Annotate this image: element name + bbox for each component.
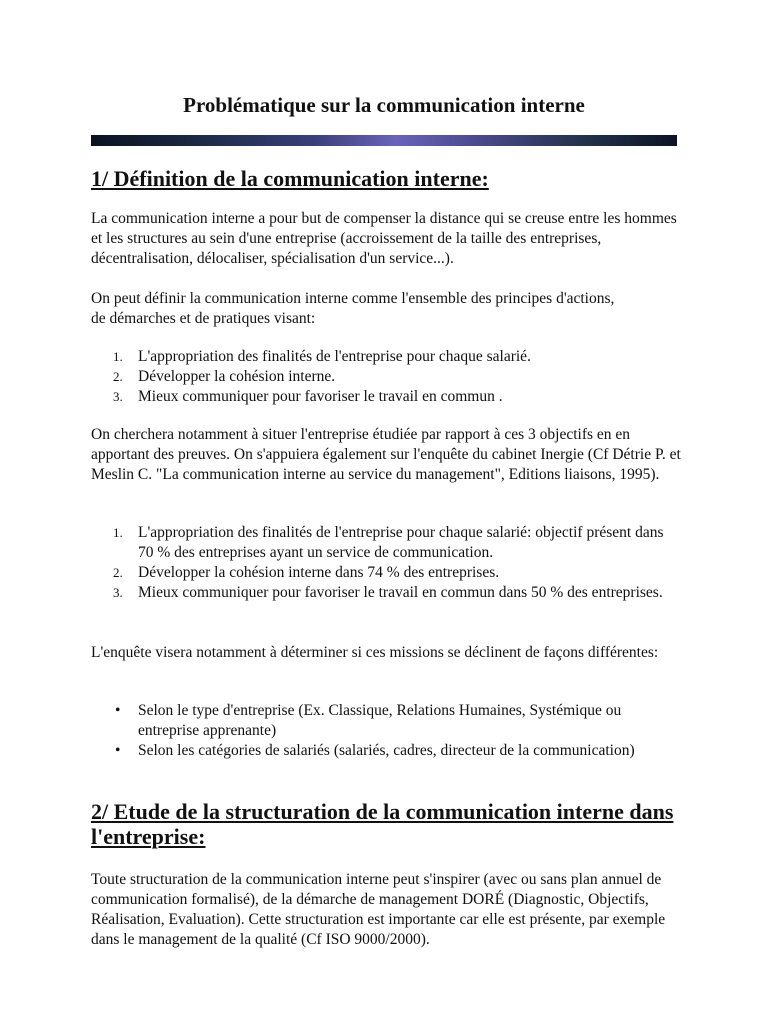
list-text: L'appropriation des finalités de l'entreprise pour chaque salarié: objectif présent dans 70 % des entreprises ayant un service de communication. bbox=[138, 524, 664, 561]
section2-para1: Toute structuration de la communication interne peut s'inspirer (avec ou sans plan annuel de communication formalisé), de la démarche de management DORÉ (Diagnostic, Objectifs, Réalisation, Evaluation). Cette structuration est importante car elle est présente, par exemple dans le management de la qualité (Cf ISO 9000/2000). bbox=[91, 871, 666, 948]
list-text: Développer la cohésion interne. bbox=[138, 368, 336, 385]
list-number: 1. bbox=[113, 525, 123, 540]
page-title: Problématique sur la communication interne bbox=[183, 93, 585, 117]
bullet-mark: • bbox=[115, 702, 121, 719]
list-number: 2. bbox=[113, 565, 123, 580]
list-text: Selon le type d'entreprise (Ex. Classique, Relations Humaines, Systémique ou entreprise apprenante) bbox=[138, 702, 622, 739]
list-item bbox=[91, 347, 698, 367]
survey-results-list bbox=[91, 523, 668, 603]
list-number: 3. bbox=[113, 585, 123, 600]
objectives-list bbox=[91, 347, 698, 407]
title-gradient-rule bbox=[91, 135, 677, 146]
section1-heading: 1/ Définition de la communication interne: bbox=[91, 166, 489, 191]
section1-para3: On cherchera notamment à situer l'entreprise étudiée par rapport à ces 3 objectifs en en apportant des preuves. On s'appuiera également sur l'enquête du cabinet Inergie (Cf Détrie P. et Meslin C. "La communication interne au service du management", Editions liaisons, 1995). bbox=[91, 426, 681, 483]
list-item bbox=[91, 523, 668, 563]
bullet-mark: • bbox=[115, 742, 121, 759]
criteria-bullet-list bbox=[91, 701, 678, 761]
list-number: 3. bbox=[113, 389, 123, 404]
section1-para4: L'enquête visera notamment à déterminer si ces missions se déclinent de façons différentes: bbox=[91, 644, 659, 661]
list-text: L'appropriation des finalités de l'entreprise pour chaque salarié. bbox=[138, 348, 531, 365]
list-text: Selon les catégories de salariés (salariés, cadres, directeur de la communication) bbox=[138, 742, 635, 759]
list-text: Mieux communiquer pour favoriser le travail en commun dans 50 % des entreprises. bbox=[138, 584, 663, 601]
list-text: Mieux communiquer pour favoriser le travail en commun . bbox=[138, 388, 503, 405]
list-item bbox=[91, 367, 698, 387]
section1-para1: La communication interne a pour but de compenser la distance qui se creuse entre les hommes et les structures au sein d'une entreprise (accroissement de la taille des entreprises, décentralisation, délocaliser, spécialisation d'un service...). bbox=[91, 210, 677, 267]
section1-para2: On peut définir la communication interne comme l'ensemble des principes d'actions, de démarches et de pratiques visant: bbox=[91, 290, 615, 327]
section2-heading: 2/ Etude de la structuration de la communication interne dans l'entreprise: bbox=[91, 799, 674, 849]
list-item bbox=[91, 387, 698, 407]
list-item bbox=[91, 563, 668, 583]
list-number: 1. bbox=[113, 349, 123, 364]
list-text: Développer la cohésion interne dans 74 % des entreprises. bbox=[138, 564, 500, 581]
list-item bbox=[91, 701, 678, 741]
list-number: 2. bbox=[113, 369, 123, 384]
list-item bbox=[91, 583, 668, 603]
list-item bbox=[91, 741, 658, 761]
